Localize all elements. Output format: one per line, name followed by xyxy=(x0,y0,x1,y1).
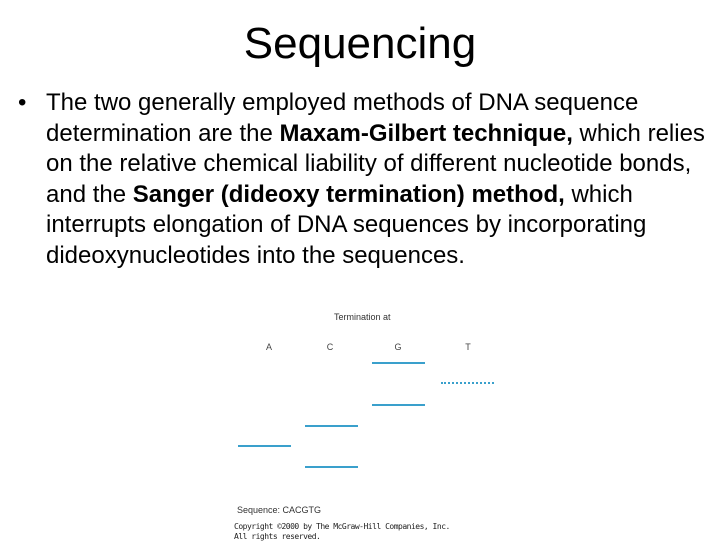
bullet-text-part-3: which interrupts elongation of DNA sequences by incorporating dideoxynucleotides into the sequences. xyxy=(46,180,647,269)
slide-title: Sequencing xyxy=(243,19,477,68)
lane-header-t: T xyxy=(465,342,471,352)
lane-header-a: A xyxy=(265,342,272,352)
lane-header-c: C xyxy=(326,342,334,352)
gel-band xyxy=(305,425,358,427)
bullet-text-part-1: The two generally employed methods of DNA sequence determination are the xyxy=(46,89,639,147)
maxam-gilbert-term: Maxam-Gilbert technique, xyxy=(279,119,573,147)
sequencing-gel-figure xyxy=(0,300,720,540)
gel-band xyxy=(305,466,358,468)
gel-band xyxy=(372,404,425,406)
sanger-term: Sanger (dideoxy termination) method, xyxy=(132,180,565,208)
gel-band xyxy=(372,362,425,364)
lane-header-g: G xyxy=(394,342,402,352)
copyright-notice xyxy=(234,522,450,542)
bullet-marker: • xyxy=(18,89,27,116)
bullet-text-part-2: which relies on the relative chemical liability of different nucleotide bonds, and the xyxy=(46,119,705,208)
gel-band xyxy=(441,382,494,384)
sequence-label: Sequence: CACGTG xyxy=(237,505,322,515)
bullet-point xyxy=(18,88,718,271)
gel-band xyxy=(238,445,291,447)
copyright-line: Copyright ©2000 by The McGraw-Hill Companies, Inc. xyxy=(234,522,450,531)
figure-heading: Termination at xyxy=(334,312,391,322)
bullet-text xyxy=(46,88,718,271)
copyright-line: All rights reserved. xyxy=(234,532,321,541)
